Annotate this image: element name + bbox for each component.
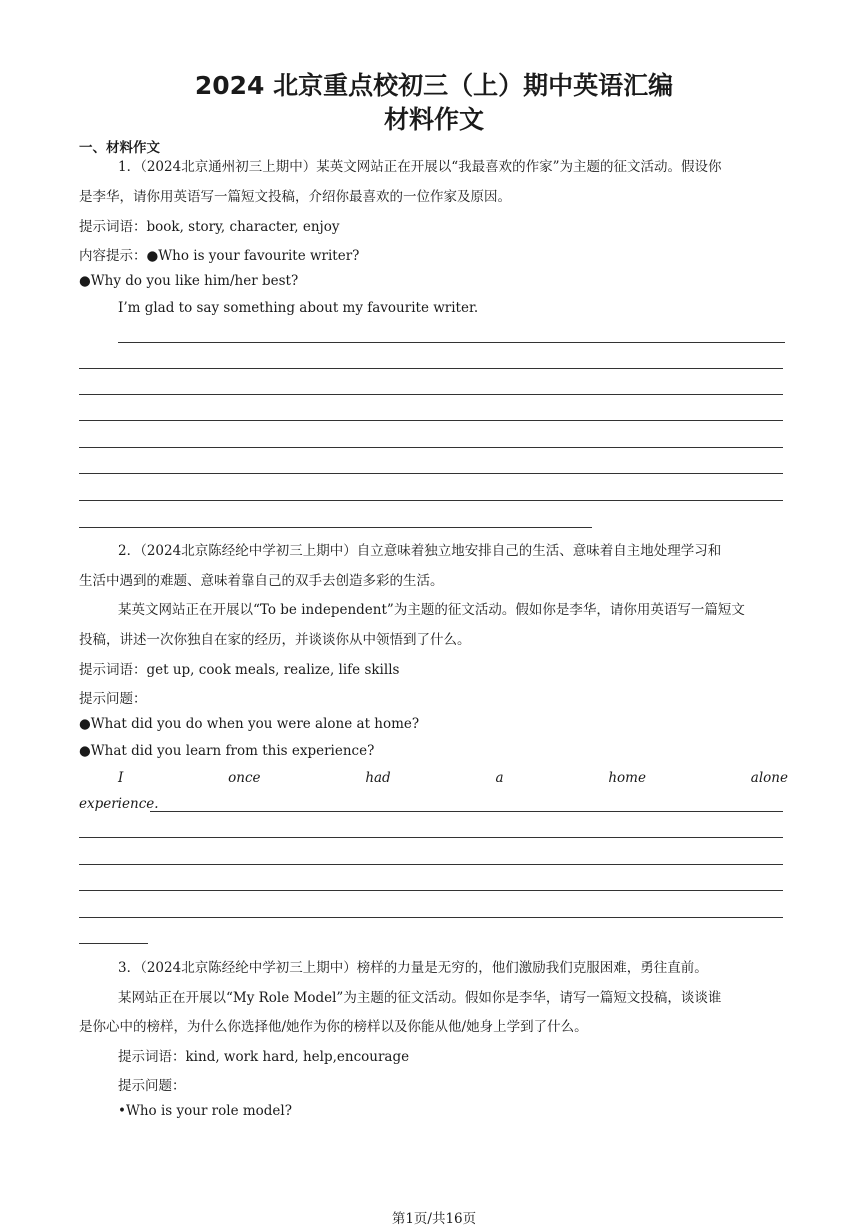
q1-prompt-line: 1．（2024北京通州初三上期中）某英文网站正在开展以“我最喜欢的作家”为主题的征文活动。假设你 — [118, 159, 722, 175]
q1-bullet: ●Why do you like him/her best? — [79, 273, 299, 289]
opening-word: alone — [750, 770, 788, 786]
q2-opening-words — [118, 770, 788, 786]
answer-line[interactable] — [79, 420, 783, 421]
q3-prompt-line: 是你心中的榜样，为什么你选择他/她作为你的榜样以及你能从他/她身上学到了什么。 — [79, 1019, 588, 1035]
q3-prompt-line: 某网站正在开展以“My Role Model”为主题的征文活动。假如你是李华，请写一篇短文投稿，谈谈谁 — [118, 990, 722, 1006]
opening-word: home — [608, 770, 646, 786]
q2-prompt-line: 生活中遇到的难题、意味着靠自己的双手去创造多彩的生活。 — [79, 573, 444, 589]
q2-bullet: ●What did you do when you were alone at home? — [79, 716, 420, 732]
q3-hint-questions: 提示问题： — [118, 1078, 186, 1094]
q3-bullet: •Who is your role model? — [118, 1103, 292, 1119]
opening-word: I — [118, 770, 124, 786]
answer-line[interactable] — [79, 368, 783, 369]
answer-line[interactable] — [79, 447, 783, 448]
answer-line[interactable] — [79, 864, 783, 865]
opening-word: a — [495, 770, 504, 786]
section-heading: 一、材料作文 — [79, 140, 160, 156]
answer-line[interactable] — [79, 943, 148, 944]
page-footer: 第1页/共16页 — [391, 1211, 477, 1227]
q1-content-hint: 内容提示：●Who is your favourite writer? — [79, 248, 360, 264]
answer-line[interactable] — [79, 500, 783, 501]
answer-line[interactable] — [118, 342, 785, 343]
q3-hint-words: 提示词语：kind, work hard, help,encourage — [118, 1049, 410, 1065]
q2-hint-questions: 提示问题： — [79, 691, 147, 707]
document-subtitle: 材料作文 — [383, 105, 484, 134]
q1-prompt-line: 是李华，请你用英语写一篇短文投稿，介绍你最喜欢的一位作家及原因。 — [79, 189, 511, 205]
answer-line[interactable] — [79, 394, 783, 395]
answer-line[interactable] — [79, 527, 592, 528]
answer-line[interactable] — [79, 837, 783, 838]
opening-word: had — [365, 770, 391, 786]
q2-opening-end: experience. — [79, 796, 159, 812]
q2-prompt-line: 2．（2024北京陈经纶中学初三上期中）自立意味着独立地安排自己的生活、意味着自主地处理学习和 — [118, 543, 722, 559]
q2-bullet: ●What did you learn from this experience? — [79, 743, 375, 759]
document-title: 2024 北京重点校初三（上）期中英语汇编 — [194, 71, 674, 100]
answer-line[interactable] — [79, 890, 783, 891]
q1-hint-words: 提示词语：book, story, character, enjoy — [79, 219, 340, 235]
answer-line[interactable] — [79, 917, 783, 918]
q2-hint-words: 提示词语：get up, cook meals, realize, life skills — [79, 662, 400, 678]
opening-word: once — [228, 770, 261, 786]
q1-opening-sentence: I’m glad to say something about my favourite writer. — [118, 300, 479, 316]
answer-line[interactable] — [150, 811, 783, 812]
q3-prompt-line: 3．（2024北京陈经纶中学初三上期中）榜样的力量是无穷的，他们激励我们克服困难，勇往直前。 — [118, 960, 708, 976]
q2-prompt-line: 某英文网站正在开展以“To be independent”为主题的征文活动。假如你是李华，请你用英语写一篇短文 — [118, 602, 745, 618]
answer-line[interactable] — [79, 473, 783, 474]
q2-prompt-line: 投稿，讲述一次你独自在家的经历，并谈谈你从中领悟到了什么。 — [79, 632, 471, 648]
